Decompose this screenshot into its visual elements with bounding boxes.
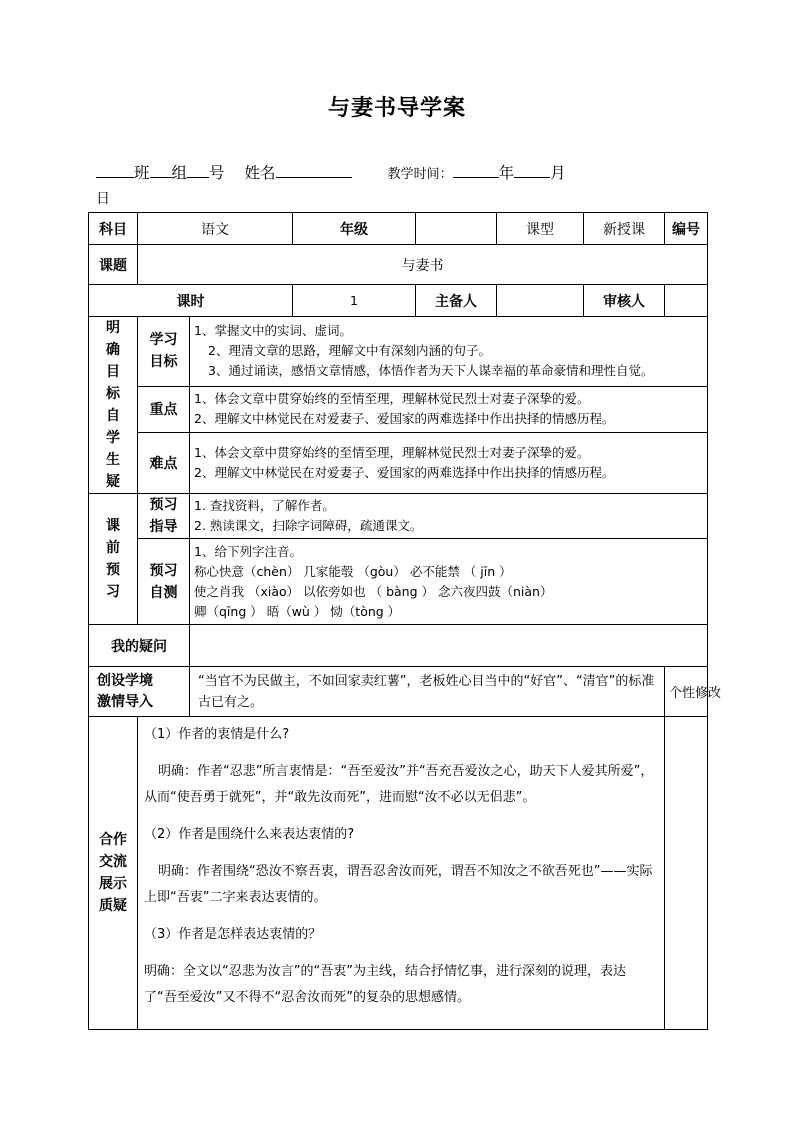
type-label: 课型 <box>497 213 584 245</box>
code-label: 编号 <box>665 213 708 245</box>
key-points-label: 重点 <box>138 386 190 432</box>
discussion-answer: 明确：全文以“忍悲为汝言”的“吾衷”为主线，结合抒情忆事，进行深刻的说理，表达了“吾至爱汝”又不得不“忍舍汝而死”的复杂的思想感情。 <box>144 964 626 1005</box>
preparer-label: 主备人 <box>416 285 497 317</box>
class-label: 班 <box>134 164 150 182</box>
type-value: 新授课 <box>584 213 665 245</box>
day-label: 日 <box>96 191 110 207</box>
intro-label: 创设学境 激情导入 <box>89 667 190 717</box>
lesson-plan-table <box>88 212 722 1030</box>
difficulty-item: 2、理解文中林觉民在对爱妻子、爱国家的两难选择中作出抉择的情感历程。 <box>194 464 615 480</box>
intro-text: “当官不为民做主，不如回家卖红薯”，老板姓心目当中的“好官”、“清官”的标准古已有之。 <box>190 667 665 717</box>
questions-value[interactable] <box>190 625 708 667</box>
key-point-item: 1、体会文章中贯穿始终的至情至理，理解林觉民烈士对妻子深挚的爱。 <box>194 391 590 407</box>
discussion-answer: 明确：作者“忍悲”所言衷情是：“吾至爱汝”并“吾充吾爱汝之心，助天下人爱其所爱”，从而“使吾勇于就死”，并“敢先汝而死”，进而慰“汝不必以无侣悲”。 <box>144 764 654 805</box>
discussion-question: （2）作者是围绕什么来表达衷情的? <box>144 827 355 842</box>
subject-value: 语文 <box>138 213 293 245</box>
guide-item: 1. 查找资料，了解作者。 <box>194 498 335 513</box>
time-label: 教学时间： <box>387 167 453 182</box>
grade-label: 年级 <box>293 213 416 245</box>
year-blank[interactable] <box>453 160 499 178</box>
name-label: 姓名 <box>244 164 276 182</box>
number-blank[interactable] <box>187 160 209 178</box>
test-item: 使之肖我 （xiào） 以依旁如也 （ bàng ） 念六夜四鼓（niàn） <box>194 583 553 599</box>
topic-value: 与妻书 <box>138 245 708 285</box>
edit-label: 个性修改 <box>665 667 708 717</box>
preview-guide-label: 预习 指导 <box>138 494 190 539</box>
discussion-question: （1）作者的衷情是什么? <box>144 727 290 742</box>
study-goal-item: 3、通过诵读，感悟文章情感，体悟作者为天下人谋幸福的革命豪情和理性自觉。 <box>208 363 654 379</box>
hours-value: 1 <box>293 285 416 317</box>
discussion-question: （3）作者是怎样表达衷情的？ <box>144 927 322 942</box>
difficulties-list <box>190 432 708 493</box>
study-goal-item: 1、掌握文中的实词、虚词。 <box>194 323 352 339</box>
reviewer-value[interactable] <box>665 285 708 317</box>
preview-test-list <box>190 539 708 625</box>
key-point-item: 2、理解文中林觉民在对爱妻子、爱国家的两难选择中作出抉择的情感历程。 <box>194 411 615 427</box>
guide-item: 2. 熟读课文，扫除字词障碍，疏通课文。 <box>194 518 423 533</box>
class-blank[interactable] <box>96 160 134 178</box>
name-blank[interactable] <box>276 160 352 178</box>
month-label: 月 <box>550 164 566 182</box>
group-label: 组 <box>171 164 188 182</box>
test-item: 称心快意（chèn） 几家能彀 （gòu） 必不能禁 （ jīn ） <box>194 563 512 579</box>
key-points-list <box>190 386 708 432</box>
test-item: 1、给下列字注音。 <box>194 543 302 559</box>
preview-test-label: 预习 自测 <box>138 539 190 625</box>
hours-label: 课时 <box>89 285 293 317</box>
header-line <box>96 160 706 187</box>
discussion-section-label: 合作 交流 展示 质疑 <box>89 717 138 1030</box>
discussion-answer: 明确：作者围绕“恐汝不察吾衷，谓吾忍舍汝而死，谓吾不知汝之不欲吾死也”——实际上即“吾衷”二字来表达衷情的。 <box>144 864 653 905</box>
preview-section-label: 课 前 预 习 <box>89 494 138 625</box>
study-goal-item: 2、理清文章的思路，理解文中有深刻内涵的句子。 <box>208 343 491 359</box>
group-blank[interactable] <box>150 160 172 178</box>
grade-value[interactable] <box>416 213 497 245</box>
month-blank[interactable] <box>514 160 550 178</box>
topic-label: 课题 <box>89 245 138 285</box>
page-title: 与妻书导学案 <box>327 96 466 121</box>
subject-label: 科目 <box>89 213 138 245</box>
questions-label: 我的疑问 <box>89 625 190 667</box>
year-label: 年 <box>498 164 515 182</box>
study-goals-label: 学习 目标 <box>138 317 190 387</box>
test-item: 卿（qīng ） 晤（wù ） 恸（tòng ） <box>194 603 401 619</box>
discussion-content <box>138 717 665 1030</box>
goals-section-label: 明 确 目 标 自 学 生 疑 <box>89 317 138 494</box>
difficulties-label: 难点 <box>138 432 190 493</box>
study-goals-list <box>190 317 708 387</box>
preview-guide-list <box>190 494 708 539</box>
reviewer-label: 审核人 <box>584 285 665 317</box>
number-label: 号 <box>209 164 225 182</box>
edit-column[interactable] <box>665 717 708 1030</box>
difficulty-item: 1、体会文章中贯穿始终的至情至理，理解林觉民烈士对妻子深挚的爱。 <box>194 444 590 460</box>
preparer-value[interactable] <box>497 285 584 317</box>
